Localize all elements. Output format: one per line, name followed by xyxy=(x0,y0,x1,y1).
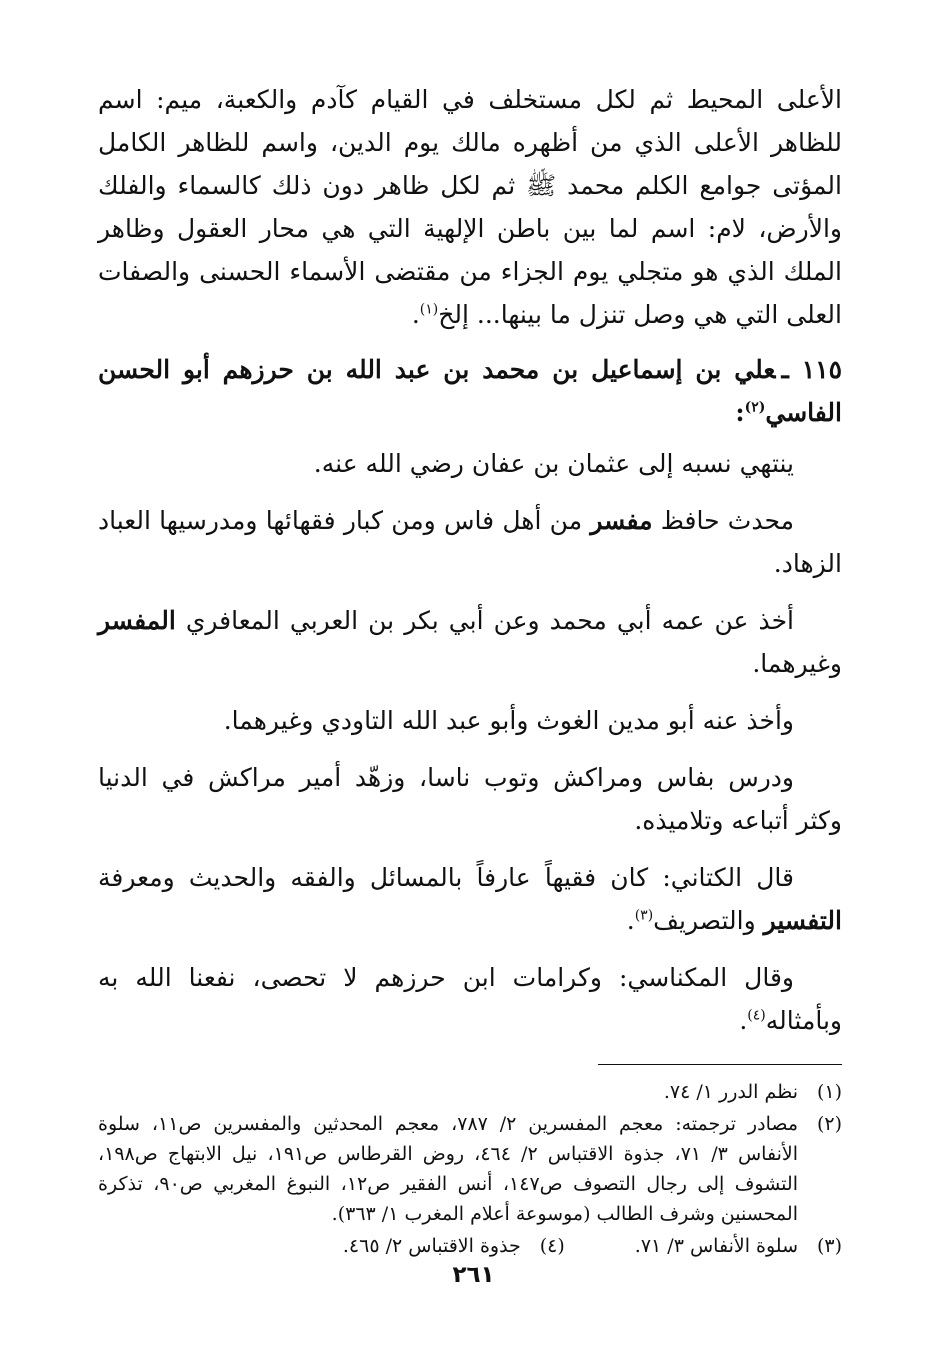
entry-title: علي بن إسماعيل بن محمد بن عبد الله بن حرزهم أبو الحسن الفاسي xyxy=(98,355,842,427)
footnote-separator xyxy=(598,1064,842,1065)
footnote-text: جذوة الاقتباس ٢/ ٤٦٥. xyxy=(342,1235,521,1257)
paragraph-teaching: ودرس بفاس ومراكش وتوب ناسا، وزهّد أمير مراكش في الدنيا وكثر أتباعه وتلاميذه. xyxy=(98,763,842,835)
footnote-mark: (١) xyxy=(816,1081,842,1103)
footnote-ref-4: (٤) xyxy=(747,1007,766,1024)
footnote-ref-1: (١) xyxy=(419,301,439,318)
paragraph-kattani: قال الكتاني: كان فقيهاً عارفاً بالمسائل والفقه والحديث ومعرفة التفسير والتصريف$^{(٣)}$. xyxy=(98,863,842,935)
page-number: ٢٦١ xyxy=(452,1262,495,1288)
footnote-text: مصادر ترجمته: معجم المفسرين ٢/ ٧٨٧، معجم المحدثين والمفسرين ص١١، سلوة الأنفاس ٣/ ٧١، جذوة الاقتباس ٢/ ٤٦٤، روض القرطاس ص١٩١، نيل الابتهاج ص١٩٨، التشوف إلى رجال التصوف ص١٤٧، أنس الفقير ص١٢، النبوغ المغربي ص٩٠، تذكرة المحسنين وشرف الطالب (موسوعة أعلام المغرب ١/ ٣٦٣). xyxy=(98,1113,799,1225)
paragraph-miknasi: وقال المكناسي: وكرامات ابن حرزهم لا تحصى، نفعنا الله به وبأمثاله$^{(٤)}$. xyxy=(98,963,842,1035)
footnote-mark: (٤) xyxy=(539,1235,565,1257)
footnote-ref-2: (٢) xyxy=(744,399,766,416)
entry-heading xyxy=(98,348,842,434)
paragraph-students: وأخذ عنه أبو مدين الغوث وأبو عبد الله التاودي وغيرهما. xyxy=(223,706,794,735)
paragraph-lineage: ينتهي نسبه إلى عثمان بن عفان رضي الله عنه. xyxy=(313,449,794,478)
footnote-3 xyxy=(635,1231,842,1261)
entry-number: ١١٥ ـ xyxy=(781,355,843,384)
footnotes-3-4 xyxy=(98,1231,842,1261)
book-page xyxy=(98,78,842,1351)
footnote-ref-3: (٣) xyxy=(634,907,654,924)
footnote-mark: (٣) xyxy=(816,1235,842,1257)
entry-title-end: : xyxy=(735,398,745,427)
footnote-text: سلوة الأنفاس ٣/ ٧١. xyxy=(634,1235,798,1257)
paragraph-teachers: أخذ عن عمه أبي محمد وعن أبي بكر بن العربي المعافري المفسر وغيرهما. xyxy=(98,606,842,678)
footnote-2 xyxy=(98,1109,842,1229)
footnotes xyxy=(98,1077,842,1261)
footnote-mark: (٢) xyxy=(816,1113,842,1135)
continuation-text: الأعلى المحيط ثم لكل مستخلف في القيام كآدم والكعبة، ميم: اسم للظاهر الأعلى الذي من أظهره مالك يوم الدين، واسم للظاهر الكامل المؤتى جوامع الكلم محمد ﷺ ثم لكل ظاهر دون ذلك كالسماء والفلك والأرض، لام: اسم لما بين باطن الإلهية التي هي محار العقول وظاهر الملك الذي هو متجلي يوم الجزاء من مقتضى الأسماء الحسنى والصفات العلى التي هي وصل تنزل ما بينها... إلخ xyxy=(98,85,842,329)
footnote-4 xyxy=(343,1231,565,1261)
paragraph-description: محدث حافظ مفسر من أهل فاس ومن كبار فقهائها ومدرسيها العباد الزهاد. xyxy=(98,506,842,578)
continuation-paragraph: الأعلى المحيط ثم لكل مستخلف في القيام كآدم والكعبة، ميم: اسم للظاهر الأعلى الذي من أظهره مالك يوم الدين، واسم للظاهر الكامل المؤتى جوامع الكلم محمد ﷺ ثم لكل ظاهر دون ذلك كالسماء والفلك والأرض، لام: اسم لما بين باطن الإلهية التي هي محار العقول وظاهر الملك الذي هو متجلي يوم الجزاء من مقتضى الأسماء الحسنى والصفات العلى التي هي وصل تنزل ما بينها... إلخ$^{(١)}$. xyxy=(98,85,842,329)
footnote-1 xyxy=(98,1077,842,1107)
footnote-text: نظم الدرر ١/ ٧٤. xyxy=(663,1081,798,1103)
